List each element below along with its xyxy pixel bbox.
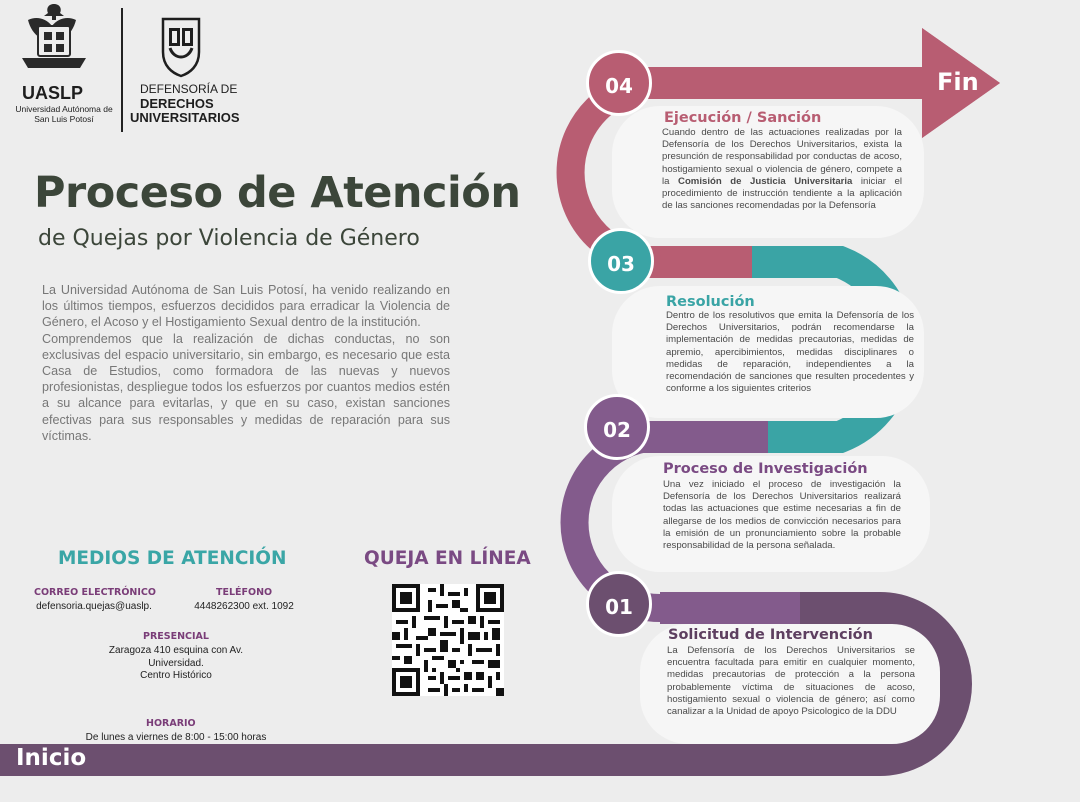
medios-heading: MEDIOS DE ATENCIÓN (58, 548, 287, 569)
address-line-3: Centro Histórico (140, 670, 212, 681)
step-01-title: Solicitud de Intervención (668, 627, 873, 643)
step-04-body-bold: Comisión de Justicia Universitaria (678, 175, 853, 187)
step-02-number: 02 (584, 394, 650, 460)
step-03-body: Dentro de los resolutivos que emita la Defensoría de los Derechos Universitarios, podrán recomendarse la implementación de medidas precautorias, medidas de apremio, apercibimientos, medidas disciplinares o medidas de reparación, independientes a la recomendación de sanciones que resulten procedentes y conforme a los siguientes criterios (666, 310, 914, 395)
address-line-2: Universidad. (148, 657, 204, 669)
ddu-name-line3: UNIVERSITARIOS (130, 110, 240, 125)
ddu-name-line1: DEFENSORÍA DE (140, 82, 238, 96)
inicio-bar (0, 744, 880, 776)
step-04-body-post: iniciar el procedimiento de instrucción tendiente a la aplicación de las sanciones recomendadas por la Defensoría (662, 175, 902, 212)
page-subtitle: de Quejas por Violencia de Género (38, 226, 420, 251)
step-04-body-pre: Cuando dentro de las actuaciones realizadas por la Defensoría de los Derechos Universitarios, exista la presunción de responsabilidad por conductas de acoso, hostigamiento sexual o violencia de género, compete a la (662, 127, 902, 187)
step-01-body: La Defensoría de los Derechos Universitarios se encuentra facultada para emitir en cualquier momento, medidas precautorias de protección a la persona probablemente víctima de situaciones de acoso, hostigamiento sexual o violencia de género; así como canalizar a la Unidad de apoyo Psicologico de la DDU (667, 645, 915, 718)
address-line-1: Zaragoza 410 esquina con Av. (108, 645, 244, 656)
page-title: Proceso de Atención (34, 168, 521, 218)
ddu-shield-logo (160, 16, 202, 78)
step-01-number: 01 (586, 571, 652, 637)
uaslp-name: UASLP (22, 83, 84, 103)
step-02-title: Proceso de Investigación (663, 461, 868, 477)
horario-label: HORARIO (146, 718, 196, 729)
step-04-body (662, 127, 902, 212)
intro-text (42, 282, 450, 444)
intro-paragraph-2: Comprendemos que la realización de dichas conductas, no son exclusivas del espacio universitario, sin embargo, es necesario que esta Casa de Estudios, como formadora de las nuevas y nuevos profesionistas, despliegue todos los esfuerzos por cuantos medios estén a su alcance para evitarlas, y que en su caso, existan sanciones efectivas para sus responsables y medidas de reparación para sus víctimas. (42, 331, 450, 443)
ddu-name-line2: DERECHOS (140, 96, 214, 111)
step-03-number: 03 (588, 228, 654, 294)
fin-label: Fin (937, 68, 979, 96)
step-04-title: Ejecución / Sanción (664, 110, 822, 126)
phone-label: TELÉFONO (216, 587, 273, 598)
step-03-title: Resolución (666, 294, 755, 310)
presencial-address (88, 645, 264, 683)
header-divider (121, 8, 123, 132)
email-label: CORREO ELECTRÓNICO (34, 587, 156, 598)
uaslp-full-name: Universidad Autónoma de San Luis Potosí (15, 104, 113, 124)
step-02-body: Una vez iniciado el proceso de investigación la Defensoría de los Derechos Universitarios realizará todas las actuaciones que estime necesarias a fin de allegarse de los medios de convicción necesarios para la emisión de un pronunciamiento sobre la probable responsabilidad de la persona señalada. (663, 479, 901, 552)
qr-code[interactable] (392, 584, 504, 696)
horario-value: De lunes a viernes de 8:00 - 15:00 horas (85, 732, 267, 743)
email-value[interactable]: defensoria.quejas@uaslp. (36, 601, 152, 612)
queja-heading: QUEJA EN LÍNEA (364, 548, 531, 569)
step-04-number: 04 (586, 50, 652, 116)
intro-paragraph-1: La Universidad Autónoma de San Luis Potosí, ha venido realizando en los últimos tiempos, esfuerzos decididos para erradicar la Violencia de Género, el Acoso y el Hostigamiento Sexual dentro de la institución. (42, 283, 450, 330)
phone-value[interactable]: 4448262300 ext. 1092 (194, 601, 294, 612)
presencial-label: PRESENCIAL (143, 631, 209, 642)
inicio-label: Inicio (16, 745, 87, 771)
